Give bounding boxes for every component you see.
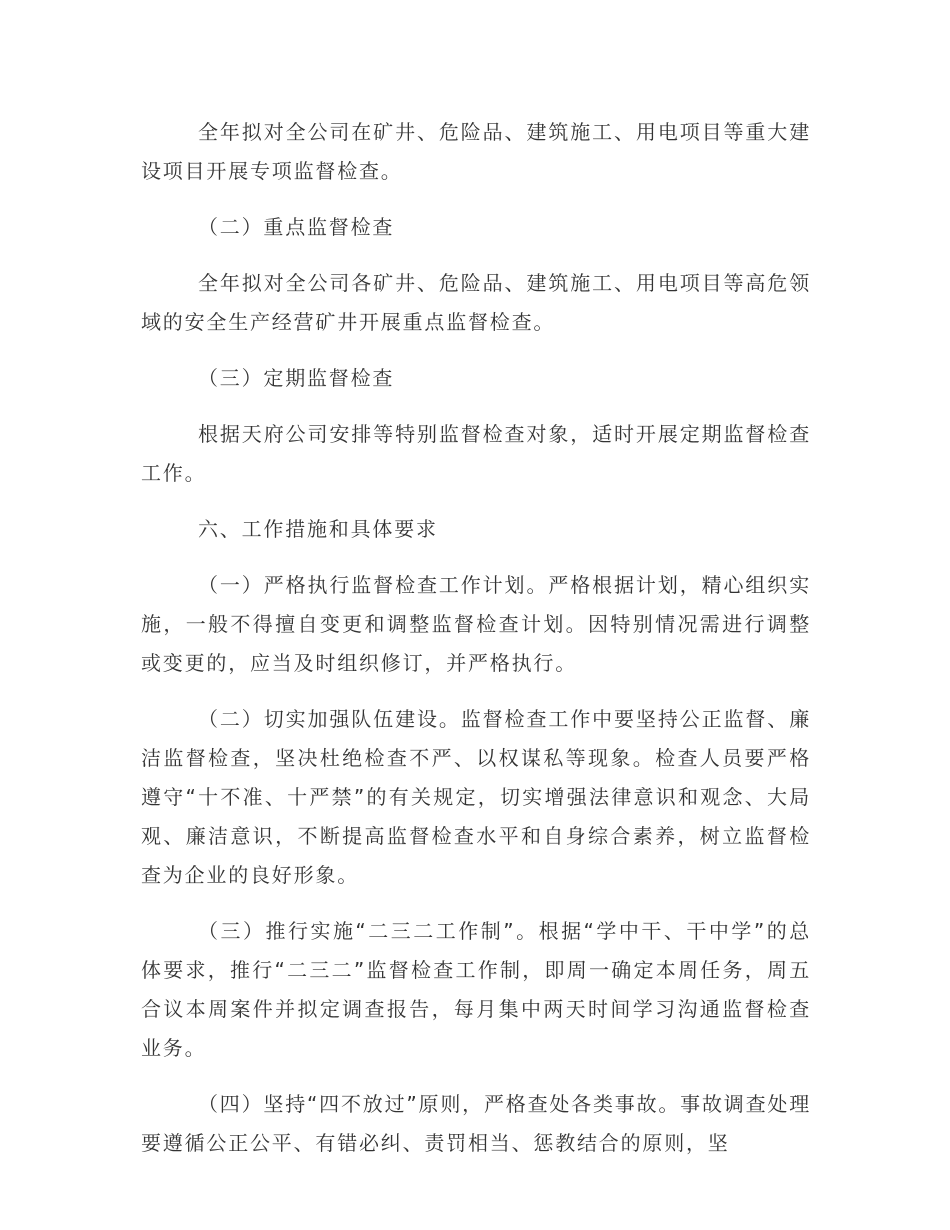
paragraph-measure-2: （二）切实加强队伍建设。监督检查工作中要坚持公正监督、廉洁监督检查，坚决杜绝检查不严、以权谋私等现象。检查人员要严格遵守“十不准、十严禁”的有关规定，切实增强法律意识和观念、大局观、廉洁意识，不断提高监督检查水平和自身综合素养，树立监督检查为企业的良好形象。 (141, 707, 811, 887)
paragraph-measure-3: （三）推行实施“二三二工作制”。根据“学中干、干中学”的总体要求，推行“二三二”监督检查工作制，即周一确定本周任务，周五合议本周案件并拟定调查报告，每月集中两天时间学习沟通监督检查业务。 (141, 919, 811, 1060)
heading-section-six: 六、工作措施和具体要求 (198, 517, 438, 541)
heading-key-inspection: （二）重点监督检查 (198, 215, 395, 239)
paragraph-special-inspection-text: 全年拟对全公司在矿井、危险品、建筑施工、用电项目等重大建设项目开展专项监督检查。 (141, 120, 811, 183)
paragraph-periodic-inspection-text: 根据天府公司安排等特别监督检查对象，适时开展定期监督检查工作。 (141, 422, 811, 485)
paragraph-measure-4: （四）坚持“四不放过”原则，严格查处各类事故。事故调查处理要遵循公正公平、有错必纠、责罚相当、惩教结合的原则，坚 (141, 1092, 811, 1155)
paragraph-measure-1: （一）严格执行监督检查工作计划。严格根据计划，精心组织实施，一般不得擅自变更和调整监督检查计划。因特别情况需进行调整或变更的，应当及时组织修订，并严格执行。 (141, 573, 811, 675)
paragraph-key-inspection-text: 全年拟对全公司各矿井、危险品、建筑施工、用电项目等高危领域的安全生产经营矿井开展重点监督检查。 (141, 271, 811, 334)
heading-periodic-inspection: （三）定期监督检查 (198, 366, 395, 390)
document-body (141, 113, 811, 1180)
